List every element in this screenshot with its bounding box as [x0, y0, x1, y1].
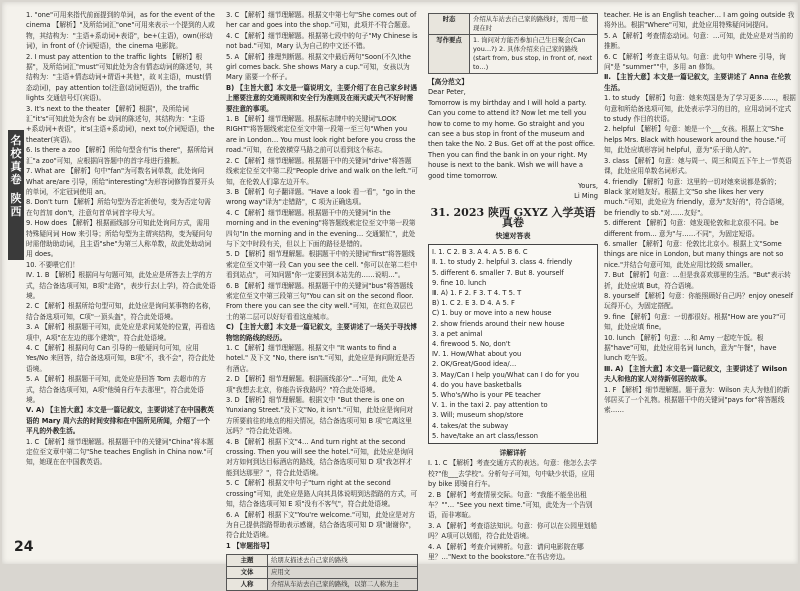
paragraph: 4. C 【解析】根据问句 Can 引导的一般疑问句可知，应用 Yes/No 来回答，结合备选项可知，B项"不，我不会"，符合此处语境。 — [26, 344, 215, 373]
answer-row: 3. May/Can I help you/What can I do for you — [432, 370, 579, 379]
table-cell-key: 文体 — [227, 567, 268, 579]
answer-row: 4. do you have basketballs — [432, 380, 522, 389]
paragraph: 5. different 【解析】句意：她发现伦敦和北京很不同。be different from… 意为"与……不同"，为固定短语。 — [604, 219, 779, 238]
table-row — [227, 567, 418, 579]
table-cell-key: 时态 — [429, 14, 470, 35]
answer-row: Ⅳ. 1. How/What about you — [432, 350, 522, 359]
paragraph: 5. C 【解析】根据文中句子"turn right at the second crossing"可知，此处应是路人向其具体说明到达指路的方式，可知，结合备选项可知 E 项"没有不客气"，符合此处语境。 — [226, 479, 418, 509]
paragraph: 8. yourself 【解析】句意：你能照顾好自己吗？enjoy oneself 玩得开心，为固定搭配。 — [604, 291, 794, 311]
table-cell-value: 应用文 — [268, 567, 418, 579]
answer-row: Ⅱ. 1. to study 2. helpful 3. class 4. friendly — [432, 258, 573, 267]
answer-row: 3. a pet animal — [432, 329, 483, 338]
table-row — [429, 35, 598, 74]
answer-key-box — [428, 244, 598, 444]
paragraph: 10. lunch 【解析】句意：…和 Amy 一起吃午饭。根据"have"可知，此处应用名词 lunch，意为"午餐"，have lunch 吃午饭。 — [604, 333, 777, 363]
paragraph: 2. helpful 【解析】句意：她是一个___女孩。根据上文"She helps Mrs. Black with housework around the house."可知，此处应填形容词 helpful，意为"乐于助人的"。 — [604, 125, 787, 155]
paragraph: 6. B 【解析】细节理解题。根据题干中的关键词"bus"将答题线索定位至文中第三段第三句"You can sit on the second floor. From there you can see the city well."可知，在红色双层巴士的第二层可以好好看看这座城市。 — [226, 281, 414, 321]
paragraph: 2. C 【解析】细节理解题。根据题干中的关键词"drive"将答题线索定位至文中第二段"People drive and walk on the left."可知，在伦敦人们靠左边开车。 — [226, 156, 418, 186]
paragraph: Ⅰ. 1. C 【解析】考查交通方式的表达。句意：他怎么去学校?"他___去学校"。分析句子可知，句中缺少状语，应用 by bike 即骑自行车。 — [428, 459, 597, 489]
answer-row: C) 1. buy or move into a new house — [432, 309, 552, 318]
answer-row: Ⅴ. 1. in the taxi 2. pay attention to — [432, 401, 548, 410]
paragraph: 5. A 【解析】根据题干可知，此处应是回答 Tom 去超市的方式，结合备选项可知，A项"他骑自行车去那里"，符合此处语境。 — [26, 375, 207, 405]
paragraph: 1. C 【解析】细节理解题。根据题干中的关键词"China"将本题定位至文章中第二句"She teaches English in China now."可知，她现在在中国教英语。 — [26, 437, 214, 467]
letter-signature: Li Ming — [574, 192, 598, 201]
paragraph: 9. How does 【解析】根据画线部分可知此处询问方式，需用特殊疑问词 How 来引导；所给句型为主谓宾结构，变为疑问句时需借助助动词，且主语"she"为第三人称单数，故此处助动词用 does。 — [26, 219, 213, 259]
column-2 — [226, 10, 418, 589]
paragraph: 3. It's next to the theater 【解析】根据"，及所给词汇"it's"可知此处为含有 be 动词的陈述句，其结构为："主语+系动词+表语"，it's(主语+系动词)，next to(介词短语)，the theater(宾语)。 — [26, 104, 215, 144]
paragraph: 6. C 【解析】考查主语从句。句意：此句中 Where 引导，询问"是 "summer""中，多用 an 修饰。 — [604, 52, 786, 72]
page-number: 24 — [14, 539, 34, 555]
table-title: 1 【审题指导】 — [226, 541, 274, 550]
paragraph: 4. B 【解析】根据下文"4… And turn right at the second crossing. Then you will see the hotel."可知，此处应是询问对方如何到达目标酒店的路线，结合备选项可知 D 项"我怎样才能到达那里？"，符合此处语境。 — [226, 437, 414, 477]
paragraph: 5. A 【解析】推理判断题。根据文中最后两句"Soon(不久)the girl comes back. She shows Mary a cup."可知，女孩以为 Mary 需要一个杯子。 — [226, 52, 411, 82]
detailed-analysis-heading: 详解详析 — [499, 448, 527, 457]
table-cell-key: 人称 — [227, 579, 268, 591]
paragraph: 5. D 【解析】细节理解题。根据题干中的关键词"first"将答题线索定位至文中第一段 Can you see the cell. "你可以在第二栏中看到站点"， 可知问题"你一定要回到本站先的……说明…"。 — [226, 250, 418, 280]
paragraph: 1. C 【解析】细节理解题。根据文中 "It wants to find a hotel." 及下文 "No, there isn't."可知，此处应是询问附近是否有酒店。 — [226, 344, 415, 373]
paragraph: Ⅳ. 1. B 【解析】根据问与句题可知，此处应是所答去上学的方式，结合备选项可知，B项"走路"，表步行去(上学)，符合此处语境。 — [26, 271, 216, 300]
side-tab-bottom-label: 陕西 — [10, 192, 22, 218]
paragraph: 2. B 【解析】考查情景交际。句意："我能不能坐出租车？""… "See you next time."可知，此处为一个告别语，而非寒暄。 — [428, 490, 593, 520]
paragraph: 2. C 【解析】根据所给句型可知，此处应是询问某事物的名称，结合备选项可知，C项"一顶头盔"，符合此处语境。 — [26, 302, 216, 321]
answer-row: 9. fine 10. lunch — [432, 278, 487, 287]
paragraph: 10. 不要喂它们！ — [26, 260, 79, 269]
answer-row: 5. have/take an art class/lesson — [432, 431, 538, 440]
table-cell-value: 给朋友描述去自己家的路线 — [268, 555, 418, 567]
paragraph: 5. A 【解析】考查情态动词。句意：…可知，此处应是对当前的推断。 — [604, 31, 794, 51]
paragraph: 7. What are 【解析】句中"fan"为可数名词单数，此处询问What are/are 引导，所给"interesting"为形容词修饰首要开头的单词，不定冠词使用 an。 — [26, 167, 215, 196]
answer-row: 5. Who's/Who is your PE teacher — [432, 390, 541, 399]
section-side-tab — [8, 130, 24, 260]
answer-row: 2. show friends around their new house — [432, 319, 565, 328]
paragraph: 2. D 【解析】细节理解题。根据画线部分"…"可知，此处 A 项"我想去北京，你能告诉我路吗？"符合此处语境。 — [226, 375, 402, 394]
answer-row: 5. different 6. smaller 7. But 8. yourself — [432, 268, 564, 277]
model-essay-label: 【高分范文】 — [428, 78, 469, 86]
summary-paragraph: Ⅴ. A) 【主旨大意】本文是一篇记叙文，主要讲述了在中国教英语的 Mary 周六去的时间安排和在中国所见所闻，介绍了一个平凡的外教生活。 — [26, 406, 214, 436]
quick-answers-label: 快速对答表 — [495, 231, 531, 240]
paragraph: 6. smaller 【解析】句意：伦敦比北京小。根据上文"Some things are nice in London, but many things are not so nice."并结合句意可知，此处应用比较级 smaller。 — [604, 239, 784, 269]
paragraph: 3. class 【解析】句意：她与周一、周三和周五下午上一节英语课，此处应用单数名词形式。 — [604, 156, 792, 176]
summary-paragraph: Ⅲ. A) 【主旨大意】本文是一篇记叙文，主要讲述了 Wilson 夫人和他的家人对待新邻居的故事。 — [604, 364, 788, 384]
paragraph: teacher. He is an English teacher… I am going outside 我将外出。根据"Where"可知，此处应用特殊疑问词提问。 — [604, 11, 795, 30]
letter-body: Tomorrow is my birthday and I will hold a party. Can you come to attend it? Now let me tell you how to come to my home. Go straight and you can see a bus stop in front of the museum and then take the No. 2 Bus. Get off at the post office. Then you can find the bank in on your right. My house is next to the bank. Wish we will have a good time tomorrow. — [428, 98, 596, 180]
table-row — [227, 579, 418, 591]
paragraph: 1. F 【解析】细节理解题。题干意为：Wilson 夫人为他们的新邻居买了一个礼物。根据题干中的关键词"pays for"将答题线索…… — [604, 385, 790, 415]
summary-paragraph: B) 【主旨大意】本文是一篇说明文，主要介绍了在自己家乡时遇上需要注意的交通规则和安全行为准则及在雨天或天气不好时需要注意的事项。 — [226, 83, 418, 113]
paragraph: 1. B 【解析】细节理解题。根据标志牌中的关键词"LOOK RIGHT"将答题线索定位至文中第一段第一至三句"When you are in London… You must look right before you cross the road."可知，在伦敦横穿马路之前可以看到这个标志。 — [226, 115, 416, 155]
answer-row: B) 1. C 2. E 3. D 4. A 5. F — [432, 299, 515, 308]
paragraph: 6. Is there a zoo 【解析】所给句型含有"is there"，据所给词汇"a zoo"可知，应根据问答题中的首字母进行推断。 — [26, 146, 214, 165]
table-row — [227, 555, 418, 567]
summary-paragraph: Ⅱ. 【主旨大意】本文是一篇记叙文，主要讲述了 Anna 在伦敦生活。 — [604, 73, 791, 92]
paragraph: 4. C 【解析】细节理解题。根据题干中的关键词"in the morning and in the evening"将答题线索定位至文中第一段第四句"In the morning and in the evening… 交通繁忙"，此处与下文中时段有关，但以上下面的路径是错的。 — [226, 208, 416, 248]
answer-row: 3. Will; museum shop/store — [432, 411, 524, 420]
paragraph: 7. But 【解析】句意：…但是我喜欢那里的生活。"But"表示转折，此处应填 But，符合语境。 — [604, 271, 791, 290]
table-cell-key: 主题 — [227, 555, 268, 567]
paragraph: 4. C 【解析】细节理解题。根据第七段中的句子"My Chinese is not bad."可知，Mary 认为自己的中文还不错。 — [226, 31, 418, 51]
answer-row: 4. takes/at the subway — [432, 421, 509, 430]
textbook-page — [2, 2, 798, 589]
answer-row: 2. OK/Great/Good idea/… — [432, 360, 517, 369]
paragraph: 3. D 【解析】细节理解题。根据文中 "But there is one on Yunxiang Street."及下文"No, it isn't."可知，此处应是询问对方所要前往的地点的相关情况，结合备选项可知 B 项"它离这里远吗？"符合此处语境。 — [226, 396, 414, 436]
paragraph: 6. A 【解析】根据下文"You're welcome."可知，此处应是对方为自己提供指路帮助表示感谢，结合备选项可知 D 项"谢谢你"，符合此处语境。 — [226, 510, 416, 540]
summary-paragraph: C) 【主旨大意】本文是一篇记叙文，主要讲述了一场关于寻找博物馆的路线的经历。 — [226, 323, 417, 342]
paragraph: 4. A 【解析】考查介词辨析。句意：请问电影院在哪里？…"Next to the bookstore."在书店旁边。 — [428, 542, 584, 562]
answer-row: 4. firewood 5. No, don't — [432, 339, 511, 348]
paragraph: 3. B 【解析】句子翻译题。"Have a look 看一看"，"go in the wrong way"译为"走错路"，C 项为正确选项。 — [226, 187, 416, 207]
table-cell-value: 介绍从车站去自己家的路线时，需用一般现在时 — [470, 14, 598, 35]
table-cell-value: 介绍从车站去自己家的路线，以第二人称为主 — [268, 579, 418, 591]
paragraph: 4. friendly 【解析】句意：这里的一切对她来说都是新的；Black 家对她友好。根据上文"So she likes her very much."可知，此处应为 friendly，意为"友好的"，符合语境，be friendly to sb."对……友好"。 — [604, 177, 789, 217]
paragraph: 2. I must pay attention to the traffic lights 【解析】根据"，及所给词汇"must"可知此处为含有情态动词的陈述句，其结构为："主语+情态动词+谓语+其他"，故 I(主语)，must(情态动词)，pay attention to(注意(动词短语))，the traffic lights 交通信号灯(宾语)。 — [26, 52, 213, 103]
exam-title: 31. 2023 陕西 GXYZ 入学英语真卷 — [430, 205, 596, 230]
column-3 — [428, 10, 598, 562]
side-tab-top-label: 名校真卷 — [10, 134, 22, 186]
column-4 — [604, 10, 796, 546]
answer-row: Ⅲ. A) 1. F 2. F 3. T 4. T 5. T — [432, 288, 522, 297]
paragraph: 3. A 【解析】根据题干可知，此处应是求问某处的位置，再看选项中，A项"在左边的那个建筑"，符合此处语境。 — [26, 323, 216, 342]
paragraph: 8. Don't turn 【解析】所给句型为否定祈使句，变为否定句需在句首加 don't，注意句首单词首字母大写。 — [26, 198, 211, 217]
writing-guide-table — [226, 554, 418, 591]
paragraph: 3. C 【解析】细节理解题。根据文中第七句"She comes out of her car and goes into the shop."可知，此项并不符合题意。 — [226, 11, 417, 30]
table-cell-value: 1. 询问对方能否参加自己生日聚会(Can you…?) 2. 具体介绍来自己家的路线(start from, bus stop, in front of, next to…) — [470, 35, 598, 74]
paragraph: 9. fine 【解析】句意：一切都很好。根据"How are you?"可知，此处应填 fine。 — [604, 312, 786, 332]
writing-guide-table-continued — [428, 13, 598, 74]
letter-closing: Yours, — [578, 182, 598, 191]
column-1 — [26, 10, 216, 546]
answer-row: Ⅰ. 1. C 2. B 3. A 4. A 5. B 6. C — [432, 248, 528, 257]
table-row — [429, 14, 598, 35]
paragraph: 1. "one"可用来指代前面提到的单词，as for the event of the cinema 【解析】"及所给词汇"one"可用来表示一个提到的人或物，其结构为："主语+系动词+表语"，be+(主语)，own(形动词)，in front of (介词短语)，the cinema 电影院。 — [26, 11, 215, 51]
paragraph: 3. A 【解析】考查语法知识。句意：你可以在公园里划船吗？A项可以划船，符合此处语境。 — [428, 521, 598, 541]
letter-salutation: Dear Peter, — [428, 88, 466, 97]
paragraph: 1. to study 【解析】句意：她来英国是为了学习更多……，根据句意和所给备选项可知，此处表示学习的目的，应用动词不定式 to study 作目的状语。 — [604, 94, 796, 124]
table-cell-key: 写作要点 — [429, 35, 470, 74]
